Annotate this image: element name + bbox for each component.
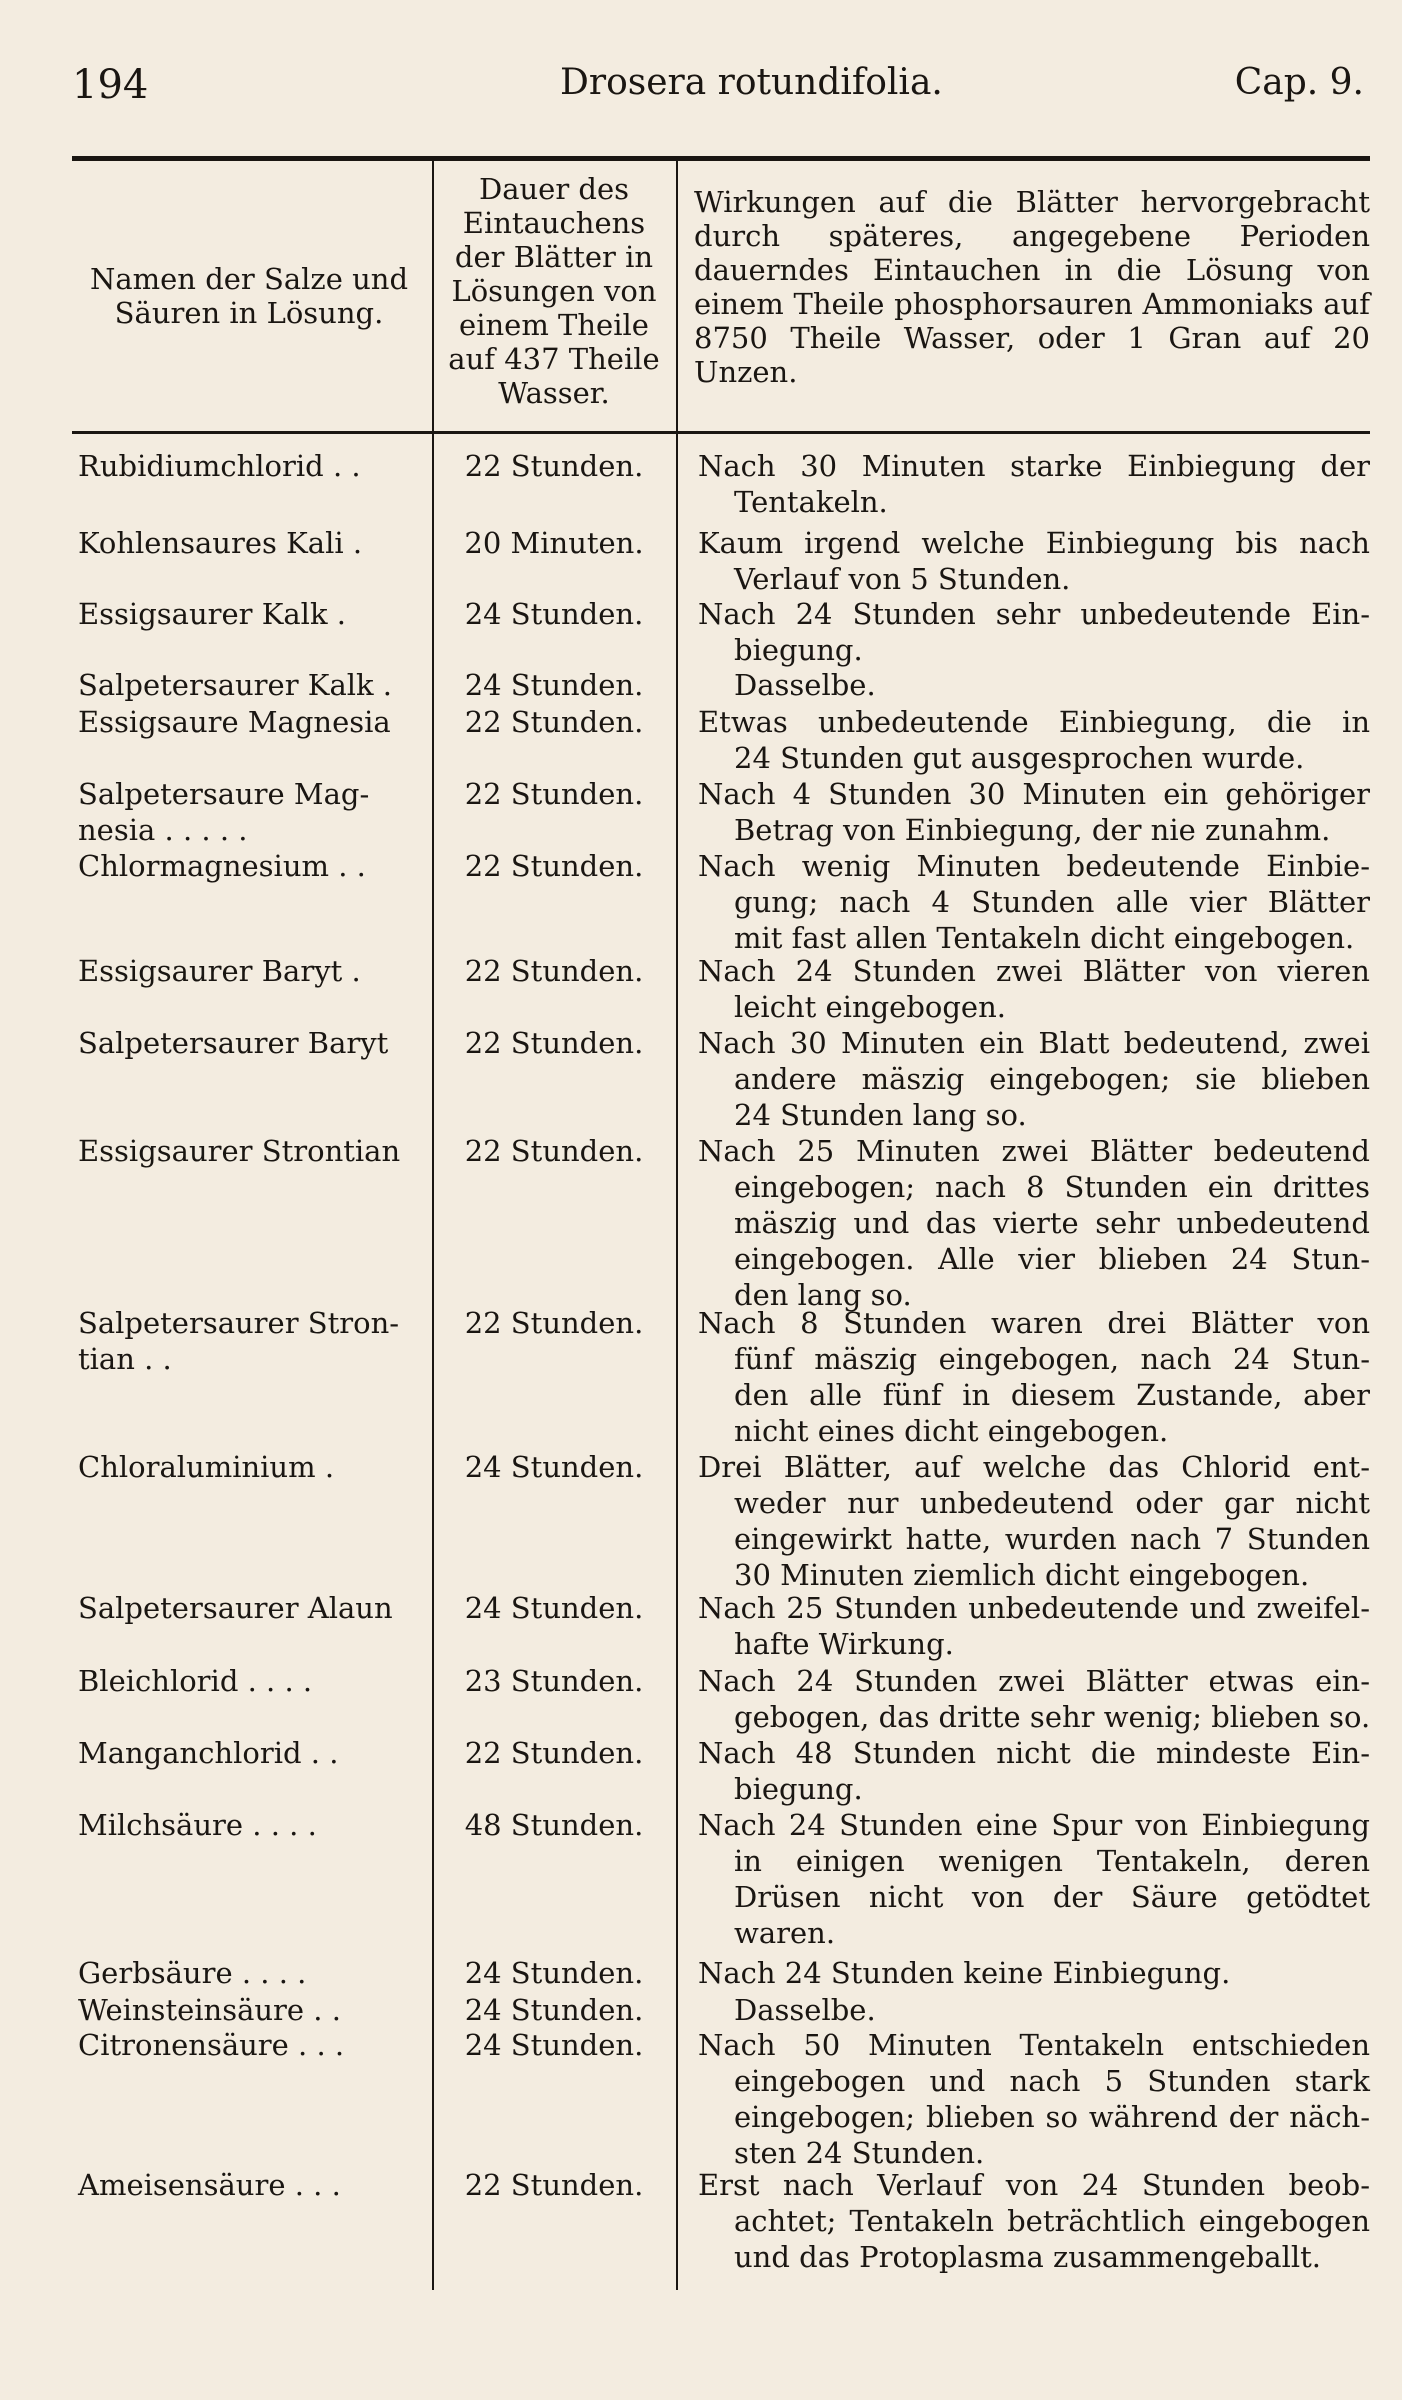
immersion-duration: 24 Stunden. bbox=[464, 1450, 644, 1484]
immersion-duration: 22 Stunden. bbox=[464, 1026, 644, 1060]
effect-line: Nach 30 Minuten ein Blatt bedeutend, zwei bbox=[698, 1026, 1370, 1060]
effect-line: eingebogen und nach 5 Stunden stark bbox=[734, 2064, 1370, 2098]
immersion-duration: 24 Stunden. bbox=[464, 1591, 644, 1625]
effect-line: biegung. bbox=[734, 1772, 863, 1806]
immersion-duration: 22 Stunden. bbox=[464, 449, 644, 483]
effect-line: biegung. bbox=[734, 633, 863, 667]
effect-line: Nach wenig Minuten bedeutende Einbie- bbox=[698, 849, 1370, 883]
effect-line: eingebogen. Alle vier blieben 24 Stun- bbox=[734, 1242, 1370, 1276]
effect-line: Betrag von Einbiegung, der nie zunahm. bbox=[734, 813, 1331, 847]
effect-line: weder nur unbedeutend oder gar nicht bbox=[734, 1486, 1370, 1520]
effect-line: mäszig und das vierte sehr unbedeutend bbox=[734, 1206, 1370, 1240]
immersion-duration: 22 Stunden. bbox=[464, 849, 644, 883]
effect-line: Nach 24 Stunden keine Einbiegung. bbox=[698, 1956, 1231, 1990]
header-salt-name: Namen der Salze und Säuren in Lösung. bbox=[89, 262, 409, 330]
immersion-duration: 20 Minuten. bbox=[464, 526, 644, 560]
salt-name: Essigsaure Magnesia bbox=[78, 705, 391, 739]
chapter-label: Cap. 9. bbox=[1234, 62, 1364, 103]
immersion-duration: 22 Stunden. bbox=[464, 2168, 644, 2202]
effect-text bbox=[698, 1590, 1370, 1662]
salt-name: Salpetersaurer Alaun bbox=[78, 1591, 393, 1625]
effect-line: in einigen wenigen Tentakeln, deren bbox=[734, 1844, 1370, 1878]
immersion-duration: 22 Stunden. bbox=[464, 777, 644, 811]
immersion-duration: 22 Stunden. bbox=[464, 1736, 644, 1770]
salt-name: Bleichlorid . . . . bbox=[78, 1664, 313, 1698]
salt-name: Chloraluminium . bbox=[78, 1450, 335, 1484]
salt-name: Gerbsäure . . . . bbox=[78, 1956, 307, 1990]
effect-line: nicht eines dicht eingebogen. bbox=[734, 1414, 1169, 1448]
salt-name: Salpetersaurer Kalk . bbox=[78, 668, 393, 702]
immersion-duration: 24 Stunden. bbox=[464, 2028, 644, 2062]
effect-line: Nach 25 Minuten zwei Blätter bedeutend bbox=[698, 1134, 1370, 1168]
effect-line: eingewirkt hatte, wurden nach 7 Stunden bbox=[734, 1522, 1370, 1556]
effect-line: Drei Blätter, auf welche das Chlorid ent- bbox=[698, 1450, 1370, 1484]
effect-line: andere mäszig eingebogen; sie blieben bbox=[734, 1062, 1370, 1096]
header-immersion-duration: Dauer des Eintauchens der Blätter in Lösungen von einem Theile auf 437 Theile Wasser. bbox=[448, 172, 660, 410]
effect-text bbox=[698, 1807, 1370, 1951]
salt-name: Kohlensaures Kali . bbox=[78, 526, 363, 560]
effect-text bbox=[698, 2167, 1370, 2275]
effect-line: gung; nach 4 Stunden alle vier Blätter bbox=[734, 885, 1370, 919]
effect-line: Nach 50 Minuten Tentakeln entschieden bbox=[698, 2028, 1370, 2062]
immersion-duration: 22 Stunden. bbox=[464, 705, 644, 739]
salt-name: Salpetersaurer Stron- tian . . bbox=[78, 1306, 400, 1376]
salt-name: Weinsteinsäure . . bbox=[78, 1993, 341, 2027]
effect-text bbox=[698, 776, 1370, 848]
immersion-duration: 24 Stunden. bbox=[464, 1993, 644, 2027]
salt-name: Ameisensäure . . . bbox=[78, 2168, 341, 2202]
effect-line: Kaum irgend welche Einbiegung bis nach bbox=[698, 526, 1370, 560]
effect-text bbox=[698, 448, 1370, 520]
effect-line: Nach 8 Stunden waren drei Blätter von bbox=[698, 1306, 1370, 1340]
effect-text bbox=[698, 525, 1370, 597]
salt-name: Manganchlorid . . bbox=[78, 1736, 339, 1770]
immersion-duration: 24 Stunden. bbox=[464, 668, 644, 702]
effect-line: eingebogen; nach 8 Stunden ein drittes bbox=[734, 1170, 1370, 1204]
salt-name: Citronensäure . . . bbox=[78, 2028, 345, 2062]
column-divider-1 bbox=[432, 160, 434, 2290]
salt-name: Salpetersaure Mag- nesia . . . . . bbox=[78, 777, 370, 847]
page-number: 194 bbox=[72, 62, 149, 108]
salt-name: Essigsaurer Baryt . bbox=[78, 954, 361, 988]
effect-line: den lang so. bbox=[734, 1278, 912, 1312]
effect-text bbox=[698, 1663, 1370, 1735]
header-effects: Wirkungen auf die Blätter hervorgebracht durch späteres, angegebene Perioden dauerndes Eintauchen in die Lösung von einem Theile phosphorsauren Ammoniaks auf 8750 Theile Wasser, oder 1 Gran auf 20 Unzen. bbox=[694, 185, 1370, 389]
immersion-duration: 48 Stunden. bbox=[464, 1808, 644, 1842]
effect-text bbox=[698, 1025, 1370, 1133]
running-title: Drosera rotundifolia. bbox=[560, 62, 943, 103]
salt-name: Rubidiumchlorid . . bbox=[78, 449, 361, 483]
effect-text bbox=[698, 1133, 1370, 1313]
immersion-duration: 22 Stunden. bbox=[464, 954, 644, 988]
effect-line: Dasselbe. bbox=[734, 668, 876, 702]
effect-line: Drüsen nicht von der Säure getödtet bbox=[734, 1880, 1370, 1914]
effect-line: fünf mäszig eingebogen, nach 24 Stun- bbox=[734, 1342, 1370, 1376]
effect-line: eingebogen; blieben so während der näch- bbox=[734, 2100, 1370, 2134]
effect-line: 30 Minuten ziemlich dicht eingebogen. bbox=[734, 1558, 1310, 1592]
effect-line: hafte Wirkung. bbox=[734, 1627, 954, 1661]
effect-line: 24 Stunden gut ausgesprochen wurde. bbox=[734, 741, 1305, 775]
effect-line: leicht eingebogen. bbox=[734, 990, 1006, 1024]
effect-line: Tentakeln. bbox=[734, 485, 888, 519]
effect-text bbox=[698, 2027, 1370, 2171]
effect-line: Nach 48 Stunden nicht die mindeste Ein- bbox=[698, 1736, 1370, 1770]
effect-line: gebogen, das dritte sehr wenig; blieben so. bbox=[734, 1700, 1371, 1734]
effect-text bbox=[698, 953, 1370, 1025]
immersion-duration: 22 Stunden. bbox=[464, 1306, 644, 1340]
effect-line: 24 Stunden lang so. bbox=[734, 1098, 1027, 1132]
effect-line: Nach 24 Stunden sehr unbedeutende Ein- bbox=[698, 597, 1370, 631]
effect-line: Nach 24 Stunden zwei Blätter etwas ein- bbox=[698, 1664, 1370, 1698]
effect-line: achtet; Tentakeln beträchtlich eingebogen bbox=[734, 2204, 1370, 2238]
salt-name: Salpetersaurer Baryt bbox=[78, 1026, 389, 1060]
immersion-duration: 24 Stunden. bbox=[464, 1956, 644, 1990]
effect-text bbox=[698, 1305, 1370, 1449]
effect-text bbox=[698, 1735, 1370, 1807]
effect-line: sten 24 Stunden. bbox=[734, 2136, 985, 2170]
column-divider-2 bbox=[676, 160, 678, 2290]
effect-line: Dasselbe. bbox=[734, 1993, 876, 2027]
salt-name: Essigsaurer Kalk . bbox=[78, 597, 346, 631]
effect-line: waren. bbox=[734, 1916, 836, 1950]
effect-line: Nach 4 Stunden 30 Minuten ein gehöriger bbox=[698, 777, 1370, 811]
effect-line: Nach 30 Minuten starke Einbiegung der bbox=[698, 449, 1370, 483]
effect-line: Nach 24 Stunden zwei Blätter von vieren bbox=[698, 954, 1370, 988]
effect-line: Verlauf von 5 Stunden. bbox=[734, 562, 1071, 596]
effect-text bbox=[698, 1992, 1370, 2028]
effect-line: Nach 25 Stunden unbedeutende und zweifel- bbox=[698, 1591, 1370, 1625]
salt-name: Chlormagnesium . . bbox=[78, 849, 366, 883]
salt-name: Milchsäure . . . . bbox=[78, 1808, 317, 1842]
table-header-rule bbox=[72, 431, 1370, 434]
effect-text bbox=[698, 704, 1370, 776]
immersion-duration: 24 Stunden. bbox=[464, 597, 644, 631]
effect-line: Nach 24 Stunden eine Spur von Einbiegung bbox=[698, 1808, 1370, 1842]
effect-text bbox=[698, 596, 1370, 668]
immersion-duration: 23 Stunden. bbox=[464, 1664, 644, 1698]
effect-line: Etwas unbedeutende Einbiegung, die in bbox=[698, 705, 1370, 739]
salt-name: Essigsaurer Strontian bbox=[78, 1134, 401, 1168]
effect-text bbox=[698, 1955, 1370, 1991]
table-top-rule bbox=[72, 156, 1370, 161]
effect-text bbox=[698, 1449, 1370, 1593]
effect-text bbox=[698, 848, 1370, 956]
effect-line: den alle fünf in diesem Zustande, aber bbox=[734, 1378, 1370, 1412]
immersion-duration: 22 Stunden. bbox=[464, 1134, 644, 1168]
effect-line: mit fast allen Tentakeln dicht eingebogen. bbox=[734, 921, 1355, 955]
effect-text bbox=[698, 667, 1370, 703]
effect-line: Erst nach Verlauf von 24 Stunden beob- bbox=[698, 2168, 1370, 2202]
effect-line: und das Protoplasma zusammengeballt. bbox=[734, 2240, 1322, 2274]
